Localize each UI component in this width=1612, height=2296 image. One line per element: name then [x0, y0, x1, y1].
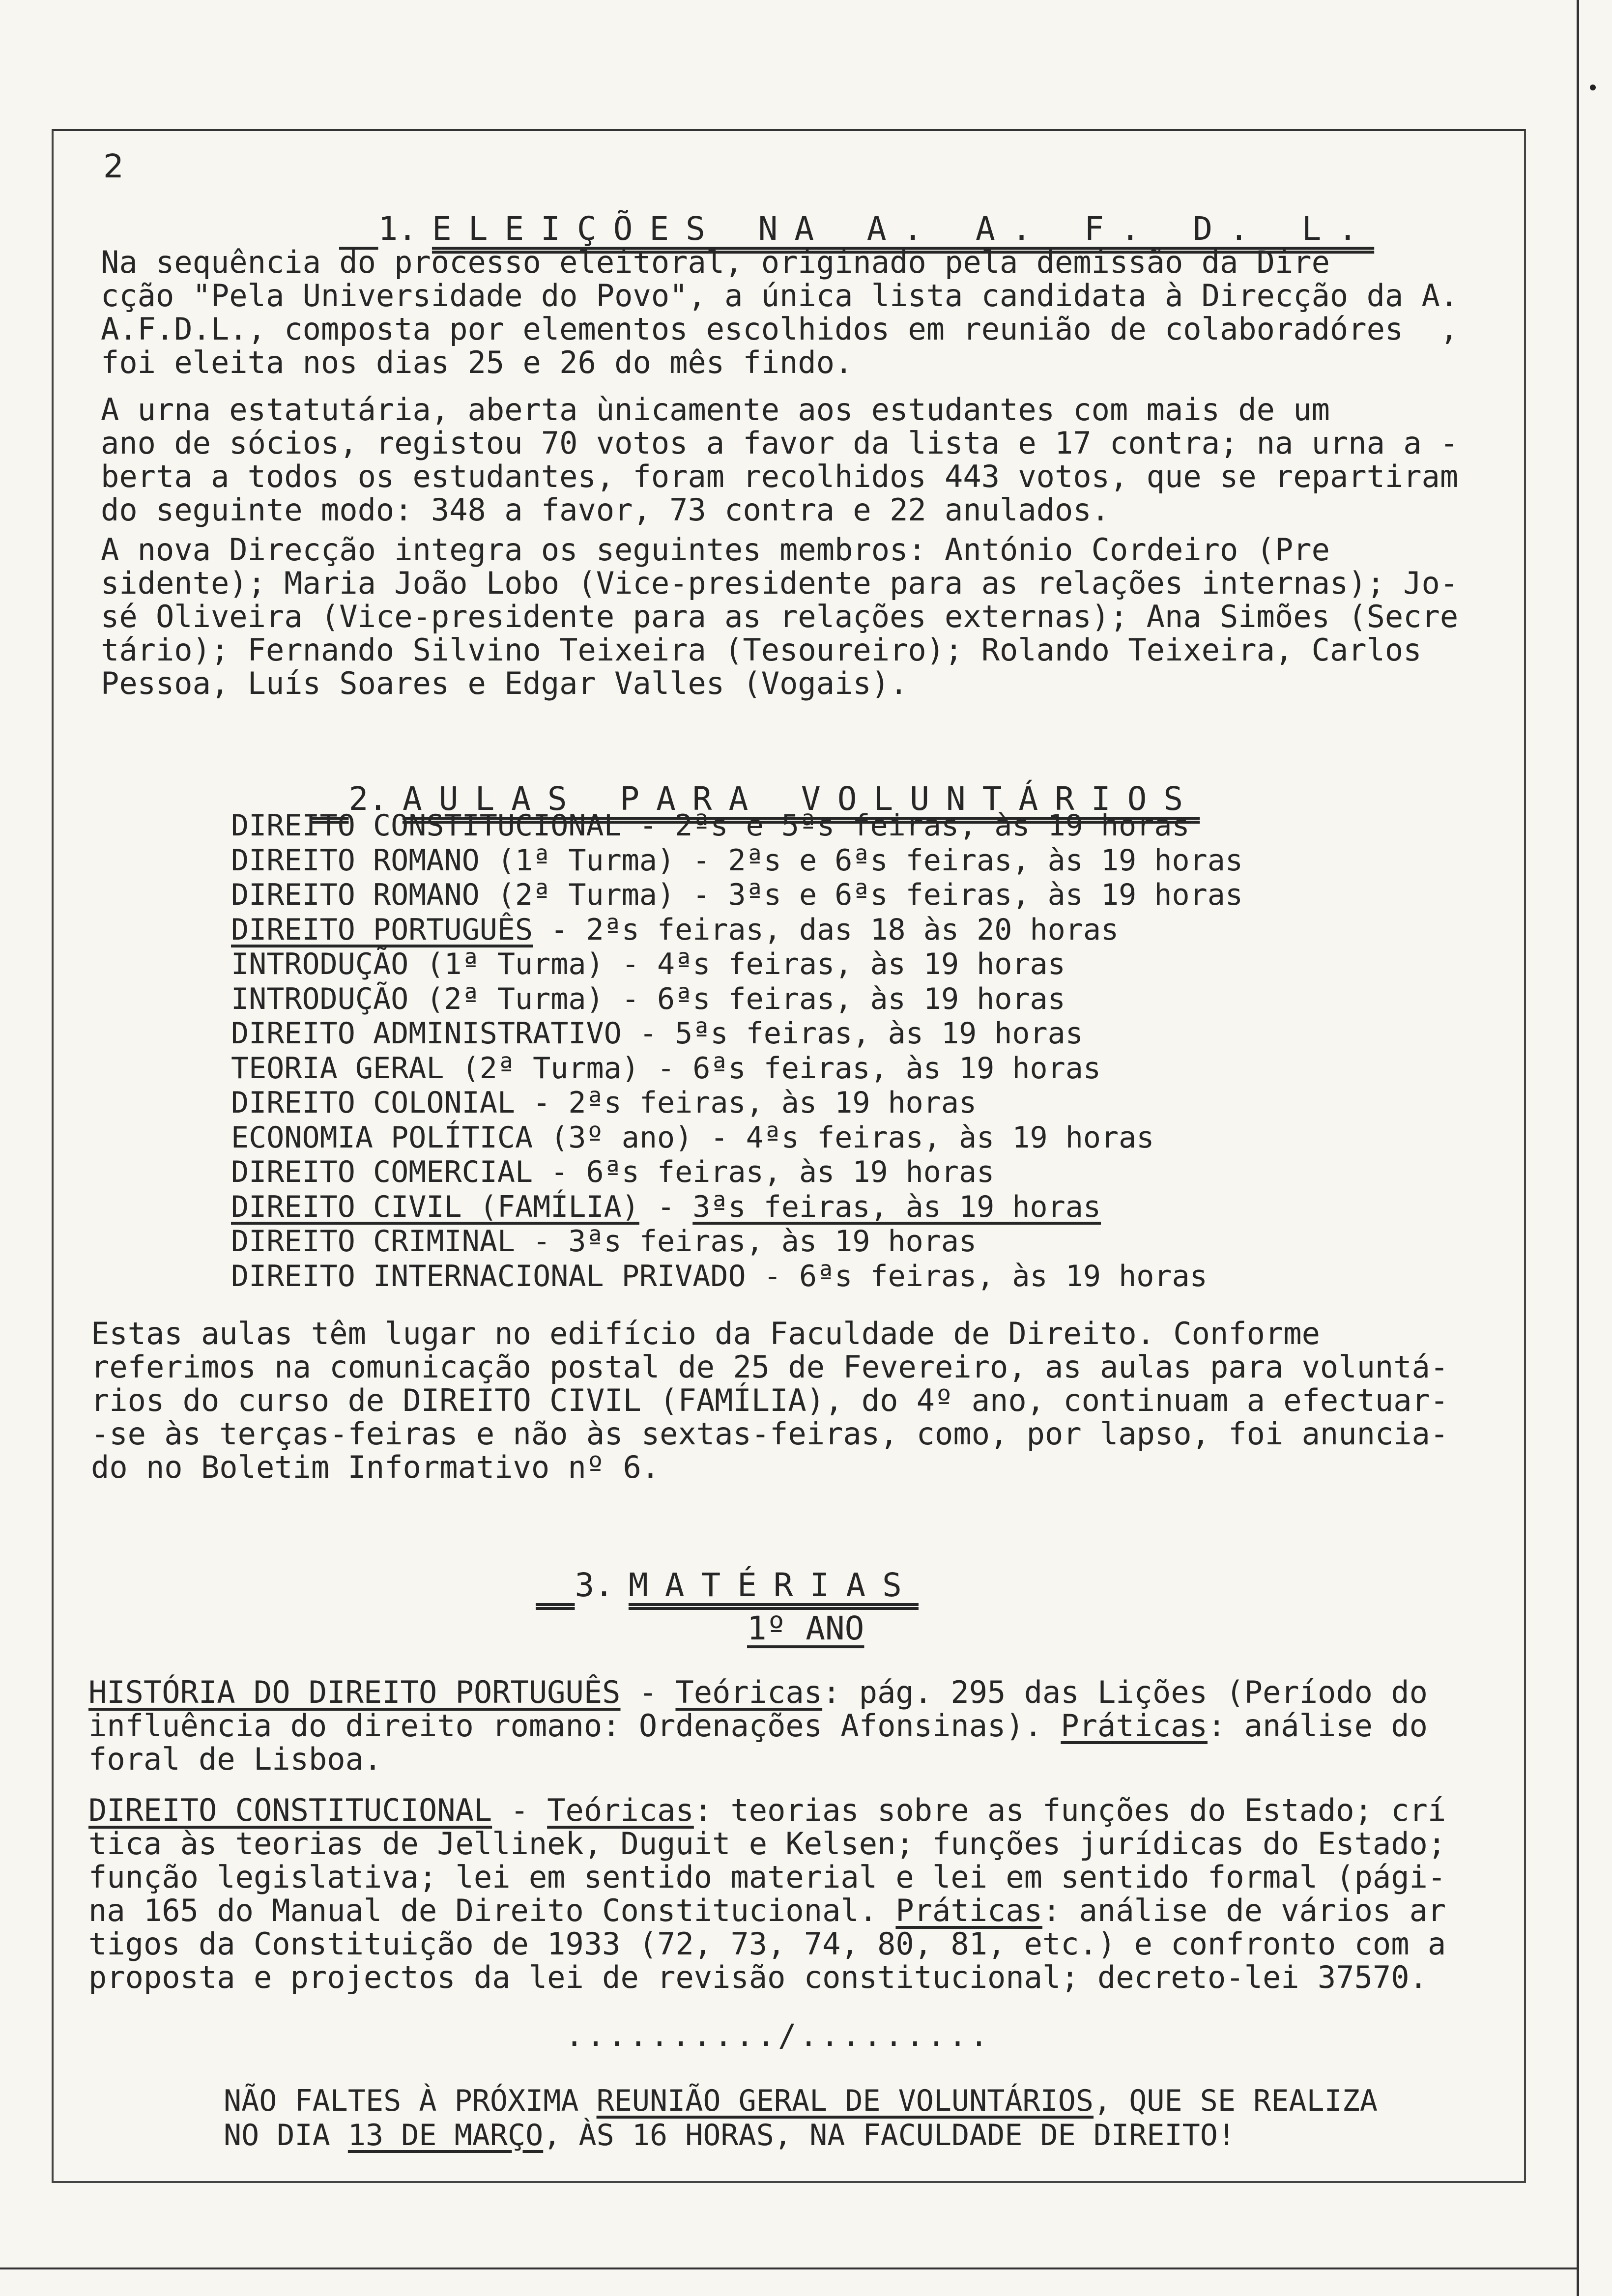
subject-historia: HISTÓRIA DO DIREITO PORTUGUÊS - Teóricas: pág. 295 das Lições (Período do influência do direito romano: Ordenações Afonsinas). Práticas: análise do foral de Lisboa. [88, 1674, 1428, 1777]
separator: ........../......... [565, 2017, 991, 2053]
list-item: ECONOMIA POLÍTICA (3º ano) - 4ªs feiras, às 19 horas [231, 1120, 1154, 1155]
right-margin-line [1577, 0, 1579, 2296]
section-heading-3: 3. MATÉRIAS [575, 1566, 919, 1604]
class-schedule [231, 808, 1243, 1293]
subject-constitucional: DIREITO CONSTITUCIONAL - Teóricas: teorias sobre as funções do Estado; crí tica às teorias de Jellinek, Duguit e Kelsen; funções jurídicas do Estado; função legislativa; lei em sentido material e lei em sentido formal (pági- na 165 do Manual de Direito Constitucional. Práticas: análise de vários ar tigos da Constituição de 1933 (72, 73, 74, 80, 81, etc.) e confronto com a proposta e projectos da lei de revisão constitucional; decreto-lei 37570. [88, 1792, 1446, 1995]
section-heading-1: 1. ELEIÇÕES NA A. A. F. D. L. [378, 210, 1375, 248]
list-item: DIREITO ADMINISTRATIVO - 5ªs feiras, às 19 horas [231, 1016, 1083, 1051]
list-item: DIREITO COMERCIAL - 6ªs feiras, às 19 horas [231, 1155, 995, 1189]
list-item: DIREITO INTERNACIONAL PRIVADO - 6ªs feiras, às 19 horas [231, 1259, 1208, 1293]
page-number: 2 [103, 147, 124, 185]
list-item: DIREITO COLONIAL - 2ªs feiras, às 19 horas [231, 1086, 977, 1120]
elections-paragraph-1: Na sequência do processo eleitoral, originado pela demissão da Dire cção "Pela Universidade do Povo", a única lista candidata à Direcção da A. A.F.D.L., composta por elementos escolhidos em reunião de colaboradóres , foi eleita nos dias 25 e 26 do mês findo. [101, 244, 1459, 380]
year-heading: 1º ANO [747, 1609, 864, 1647]
section-heading-2: 2. AULAS PARA VOLUNTÁRIOS [348, 780, 1200, 818]
meeting-notice: NÃO FALTES À PRÓXIMA REUNIÃO GERAL DE VOLUNTÁRIOS, QUE SE REALIZA NO DIA 13 DE MARÇO, ÀS 16 HORAS, NA FACULDADE DE DIREITO! [224, 2084, 1378, 2152]
classes-note: Estas aulas têm lugar no edifício da Faculdade de Direito. Conforme referimos na comunicação postal de 25 de Fevereiro, as aulas para voluntá- rios do curso de DIREITO CIVIL (FAMÍLIA), do 4º ano, continuam a efectuar- -se às terças-feiras e não às sextas-feiras, como, por lapso, foi anuncia- do no Boletim Informativo nº 6. [91, 1316, 1449, 1485]
list-item: DIREITO CIVIL (FAMÍLIA) - 3ªs feiras, às 19 horas [231, 1189, 1101, 1224]
list-item: DIREITO ROMANO (1ª Turma) - 2ªs e 6ªs feiras, às 19 horas [231, 843, 1243, 878]
elections-paragraph-3: A nova Direcção integra os seguintes membros: António Cordeiro (Pre sidente); Maria João Lobo (Vice-presidente para as relações internas); Jo- sé Oliveira (Vice-presidente para as relações externas); Ana Simões (Secre tário); Fernando Silvino Teixeira (Tesoureiro); Rolando Teixeira, Carlos Pessoa, Luís Soares e Edgar Valles (Vogais). [101, 532, 1459, 701]
list-item: DIREITO CRIMINAL - 3ªs feiras, às 19 horas [231, 1224, 977, 1259]
list-item: DIREITO ROMANO (2ª Turma) - 3ªs e 6ªs feiras, às 19 horas [231, 878, 1243, 912]
list-item: TEORIA GERAL (2ª Turma) - 6ªs feiras, às 19 horas [231, 1051, 1101, 1086]
list-item: INTRODUÇÃO (2ª Turma) - 6ªs feiras, às 19 horas [231, 981, 1065, 1016]
list-item: DIREITO PORTUGUÊS - 2ªs feiras, das 18 às 20 horas [231, 912, 1119, 947]
list-item: INTRODUÇÃO (1ª Turma) - 4ªs feiras, às 19 horas [231, 947, 1065, 981]
margin-dot [1590, 85, 1596, 90]
list-item: DIREITO CONSTITUCIONAL - 2ªs e 5ªs feiras, às 19 horas [231, 808, 1190, 843]
elections-paragraph-2: A urna estatutária, aberta ùnicamente aos estudantes com mais de um ano de sócios, registou 70 votos a favor da lista e 17 contra; na urna a - berta a todos os estudantes, foram recolhidos 443 votos, que se repartiram do seguinte modo: 348 a favor, 73 contra e 22 anulados. [101, 392, 1459, 528]
bottom-rule [0, 2267, 1578, 2269]
